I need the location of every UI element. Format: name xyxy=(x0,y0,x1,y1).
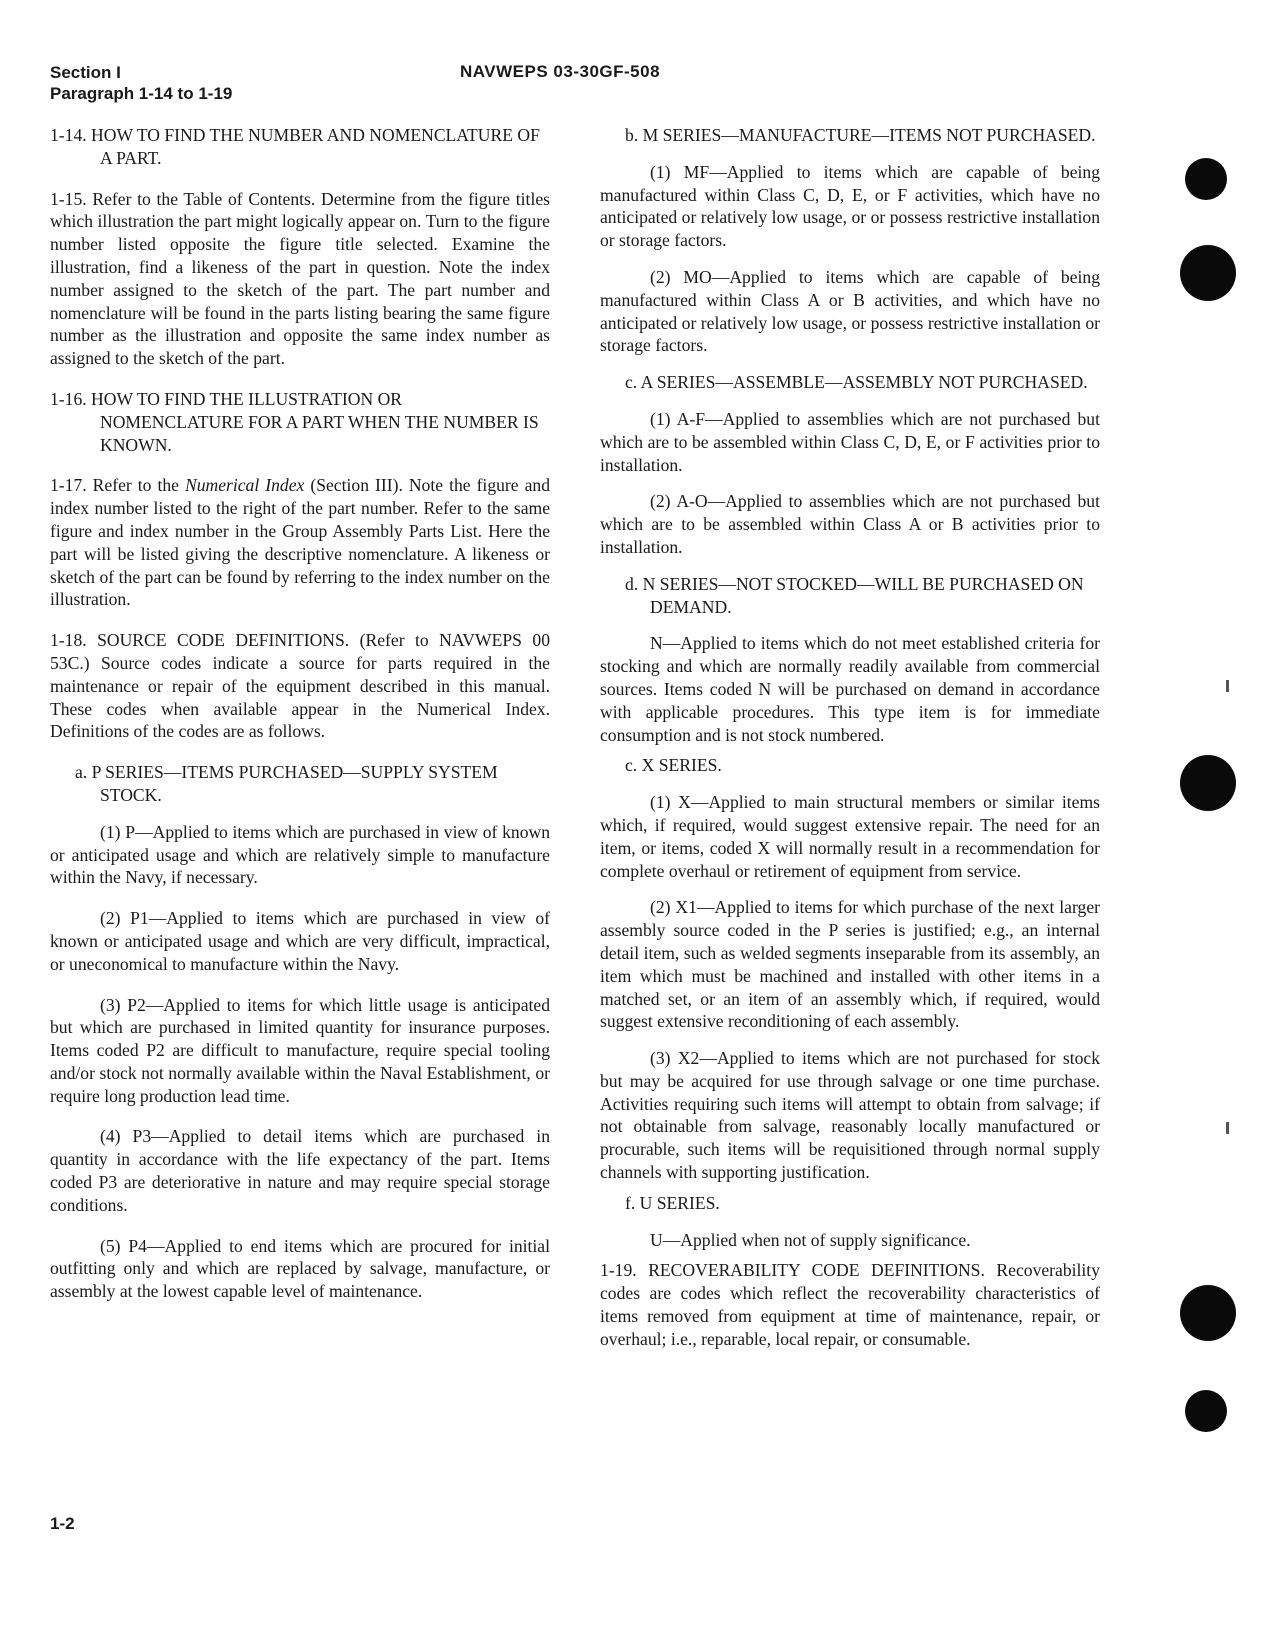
item-p: (1) P—Applied to items which are purchased in view of known or anticipated usage and which are relatively simple to manufacture within the Navy, if necessary. xyxy=(50,821,550,888)
item-x: (1) X—Applied to main structural members or similar items which, if required, would suggest extensive repair. The need for an item, or items, coded X will normally result in a recommendation for complete overhaul or retirement of equipment from service. xyxy=(600,792,1100,881)
section-label: Section I xyxy=(50,63,121,82)
page-number: 1-2 xyxy=(50,1514,75,1533)
paragraph-1-19: 1-19. RECOVERABILITY CODE DEFINITIONS. Recoverability codes are codes which reflect the recoverability characteristics of items removed from equipment at time of maintenance, repair, or overhaul; i.e., reparable, local repair, or consumable. xyxy=(600,1260,1100,1349)
paragraph-1-17: 1-17. Refer to the Numerical Index (Section III). Note the figure and index number listed to the right of the part number. Refer to the same figure and index number in the Group Assembly Parts List. Here the part will be listed giving the descriptive nomenclature. A likeness or sketch of the part can be found by referring to the index number on the illustration. xyxy=(50,475,551,610)
punch-hole xyxy=(1185,1390,1227,1432)
heading-p-series: a. P SERIES—ITEMS PURCHASED—SUPPLY SYSTEM STOCK. xyxy=(75,762,498,805)
item-mf: (1) MF—Applied to items which are capable of being manufactured within Class C, D, E, or F activities, which have no anticipated or relatively low usage, or or possess restrictive installation or storage factors. xyxy=(600,161,1100,251)
document-number: NAVWEPS 03-30GF-508 xyxy=(460,62,661,81)
item-x1: (2) X1—Applied to items for which purchase of the next larger assembly source coded in the P series is justified; e.g., an internal detail item, such as welded segments inseparable from its assembly, an item which must be machined and installed with other items in a matched set, or an item of an assembly which, if required, would suggest extensive reconditioning of each assembly. xyxy=(600,897,1100,1032)
paragraph-range: Paragraph 1-14 to 1-19 xyxy=(50,84,233,103)
punch-hole xyxy=(1180,755,1236,811)
item-mo: (2) MO—Applied to items which are capable of being manufactured within Class A or B activities, and which have no anticipated or relatively low usage, or possess restrictive installation or storage factors. xyxy=(600,266,1100,356)
item-x2: (3) X2—Applied to items which are not purchased for stock but may be acquired for use through salvage or one time purchase. Activities requiring such items will attempt to obtain from salvage; if not obtainable from salvage, reasonably locally manufactured or procurable, such items will be requisitioned through normal supply channels with supporting justification. xyxy=(600,1048,1100,1183)
heading-1-16: 1-16. HOW TO FIND THE ILLUSTRATION OR NOMENCLATURE FOR A PART WHEN THE NUMBER IS KNOWN. xyxy=(50,388,539,455)
heading-m-series: b. M SERIES—MANUFACTURE—ITEMS NOT PURCHASED. xyxy=(625,125,1096,145)
left-column xyxy=(50,124,550,1303)
right-column xyxy=(600,124,1100,1351)
item-p2: (3) P2—Applied to items for which little usage is anticipated but which are purchased in limited quantity for insurance purposes. Items coded P2 are difficult to manufacture, require special tooling and/or stock not normally available within the Naval Establishment, or require long production lead time. xyxy=(50,994,550,1106)
item-n: N—Applied to items which do not meet established criteria for stocking and which are normally readily available from commercial sources. Items coded N will be purchased on demand in accordance with applicable procedures. This type item is for immediate consumption and is not stock numbered. xyxy=(600,633,1100,745)
numerical-index-ref: Numerical Index xyxy=(184,475,305,496)
heading-1-14: 1-14. HOW TO FIND THE NUMBER AND NOMENCLATURE OF A PART. xyxy=(50,125,540,168)
item-a-o: (2) A-O—Applied to assemblies which are not purchased but which are to be assembled within Class A or B activities prior to installation. xyxy=(600,491,1100,557)
item-p4: (5) P4—Applied to end items which are procured for initial outfitting only and which are replaced by salvage, manufacture, or assembly at the lowest capable level of maintenance. xyxy=(50,1235,550,1302)
paragraph-1-15: 1-15. Refer to the Table of Contents. Determine from the figure titles which illustration the part might logically appear on. Turn to the figure number listed opposite the figure title selected. Examine the illustration, find a likeness of the part in question. Note the index number assigned to the sketch of the part. The part number and nomenclature will be found in the parts listing bearing the same figure number as the illustration and opposite the same index number as assigned to the sketch of the part. xyxy=(50,188,550,369)
punch-hole xyxy=(1180,245,1236,301)
heading-n-series: d. N SERIES—NOT STOCKED—WILL BE PURCHASED ON DEMAND. xyxy=(625,573,1084,617)
section-header xyxy=(50,62,232,104)
item-p1: (2) P1—Applied to items which are purchased in view of known or anticipated usage and which are very difficult, impractical, or uneconomical to manufacture within the Navy. xyxy=(50,908,550,974)
page-mark xyxy=(1226,680,1229,692)
paragraph-1-18: 1-18. SOURCE CODE DEFINITIONS. (Refer to NAVWEPS 00 53C.) Source codes indicate a source for parts required in the maintenance or repair of the equipment described in this manual. These codes when available appear in the Numerical Index. Definitions of the codes are as follows. xyxy=(50,630,550,742)
page-mark xyxy=(1226,1122,1229,1134)
punch-hole xyxy=(1185,158,1227,200)
heading-u-series: f. U SERIES. xyxy=(625,1192,720,1213)
item-a-f: (1) A-F—Applied to assemblies which are not purchased but which are to be assembled within Class C, D, E, or F activities prior to installation. xyxy=(600,408,1100,475)
item-p3: (4) P3—Applied to detail items which are purchased in quantity in accordance with the life expectancy of the part. Items coded P3 are deteriorative in nature and may require special storage conditions. xyxy=(50,1126,550,1215)
heading-x-series: c. X SERIES. xyxy=(625,755,722,776)
item-u: U—Applied when not of supply significance. xyxy=(650,1229,971,1250)
punch-hole xyxy=(1180,1285,1236,1341)
heading-a-series: c. A SERIES—ASSEMBLE—ASSEMBLY NOT PURCHASED. xyxy=(625,372,1088,393)
